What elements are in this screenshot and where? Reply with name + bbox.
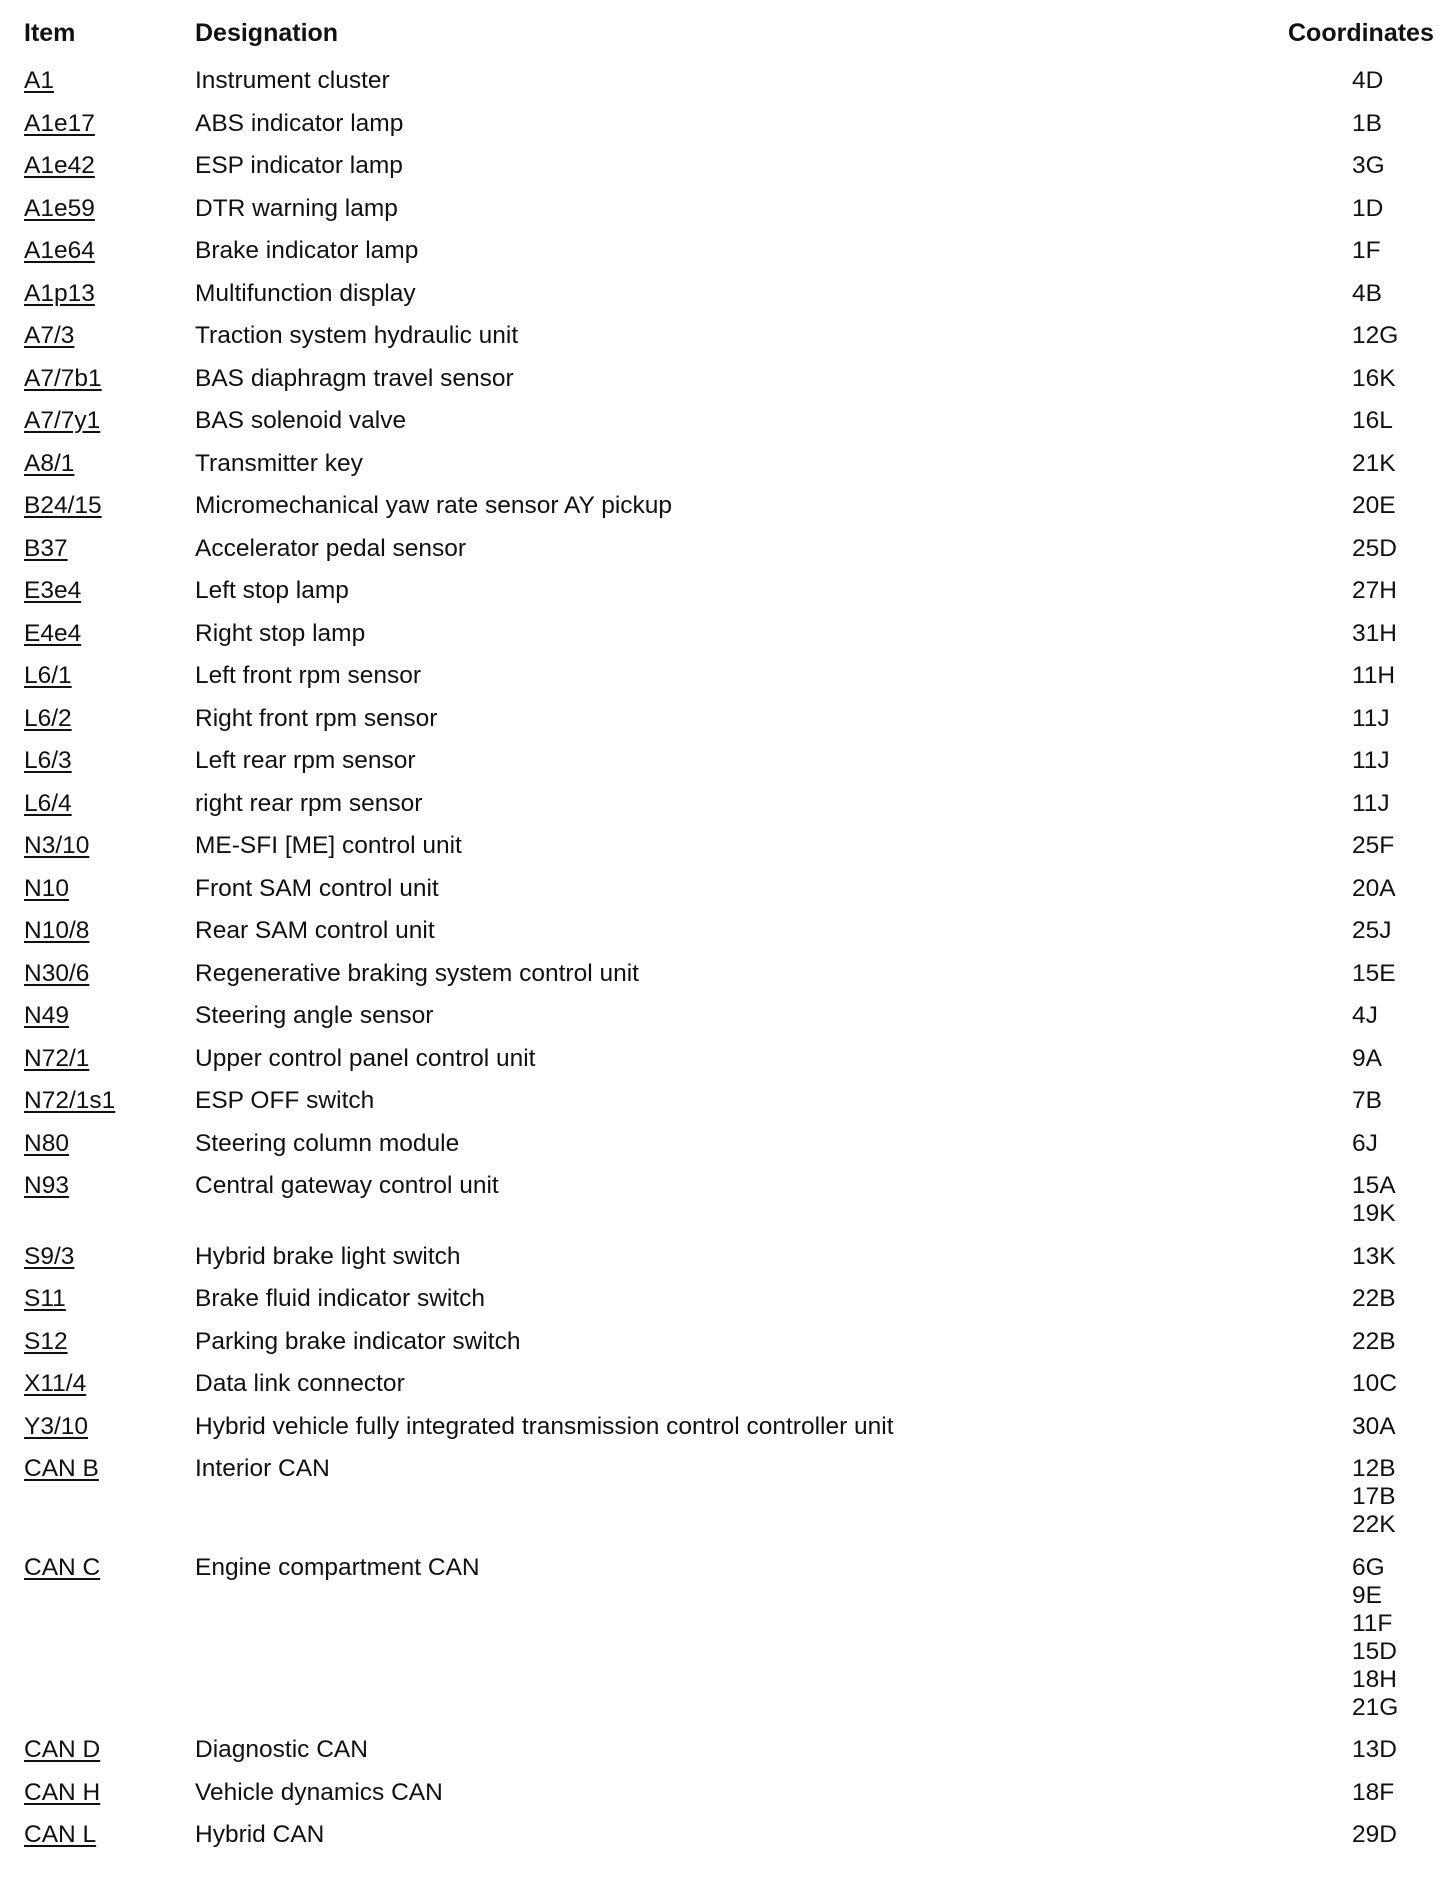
table-row (0, 662, 1456, 705)
table-row (0, 237, 1456, 280)
coordinates-cell (1240, 1455, 1456, 1554)
designation-cell: Right stop lamp (195, 619, 366, 647)
coordinates-cell (1240, 620, 1456, 663)
designation-cell: Micromechanical yaw rate sensor AY pickup (195, 492, 673, 519)
header-row (0, 0, 1456, 67)
coordinate-value: 30A (1352, 1412, 1396, 1440)
item-cell (0, 1455, 195, 1554)
designation-cell: Engine compartment CAN (195, 1553, 480, 1581)
designation-cell: Regenerative braking system control unit (195, 959, 639, 987)
item-cell (0, 1130, 195, 1173)
item-cell (0, 1370, 195, 1413)
item-cell (0, 322, 195, 365)
item-link[interactable]: CAN L (24, 1821, 97, 1848)
item-cell (0, 280, 195, 323)
coordinate-value: 25J (1352, 917, 1392, 944)
coordinate-value: 16K (1352, 364, 1396, 392)
item-link[interactable]: N93 (24, 1172, 69, 1199)
item-link[interactable]: B24/15 (24, 492, 102, 519)
item-link[interactable]: A8/1 (24, 449, 75, 477)
coordinate-value: 11J (1352, 789, 1390, 817)
item-link[interactable]: S11 (24, 1285, 66, 1312)
coordinates-cell (1240, 1002, 1456, 1045)
designation-cell: BAS diaphragm travel sensor (195, 364, 514, 392)
coordinates-cell (1240, 747, 1456, 790)
coordinate-value: 20A (1352, 874, 1396, 902)
designation-column-header: Designation (195, 19, 339, 47)
coordinate-value: 11J (1352, 704, 1390, 732)
table-row (0, 450, 1456, 493)
designation-cell: Hybrid CAN (195, 1821, 325, 1848)
coordinates-cell (1240, 492, 1456, 535)
designation-cell: ABS indicator lamp (195, 109, 404, 137)
designation-cell: Traction system hydraulic unit (195, 322, 519, 349)
table-row (0, 152, 1456, 195)
designation-cell: Transmitter key (195, 449, 363, 477)
item-cell (0, 450, 195, 493)
table-row (0, 195, 1456, 238)
coordinates-cell (1240, 917, 1456, 960)
table-row (0, 620, 1456, 663)
item-link[interactable]: L6/4 (24, 789, 72, 817)
item-cell (0, 1285, 195, 1328)
coordinates-cell (1240, 535, 1456, 578)
coordinate-value: 3G (1352, 152, 1385, 179)
coordinates-cell (1240, 1413, 1456, 1456)
item-cell (0, 365, 195, 408)
table-row (0, 917, 1456, 960)
item-link[interactable]: A1e42 (24, 152, 95, 179)
table-row (0, 407, 1456, 450)
coordinates-cell (1240, 1087, 1456, 1130)
table-row (0, 280, 1456, 323)
item-cell (0, 152, 195, 195)
coordinate-value: 10C (1352, 1370, 1397, 1397)
item-column-header: Item (24, 19, 76, 47)
coordinates-cell (1240, 875, 1456, 918)
coordinate-value: 18H (1352, 1665, 1397, 1693)
coordinate-value: 12B (1352, 1455, 1396, 1482)
item-cell (0, 535, 195, 578)
table-row (0, 1554, 1456, 1737)
table-row (0, 492, 1456, 535)
coordinate-value: 21G (1352, 1693, 1399, 1721)
item-cell (0, 620, 195, 663)
coordinate-value: 15D (1352, 1637, 1397, 1665)
designation-cell: Instrument cluster (195, 67, 390, 94)
item-link[interactable]: CAN D (24, 1736, 101, 1763)
item-cell (0, 917, 195, 960)
table-row (0, 1002, 1456, 1045)
coordinate-value: 29D (1352, 1821, 1397, 1848)
item-cell (0, 1779, 195, 1822)
item-link[interactable]: A1e17 (24, 109, 95, 137)
coordinates-cell (1240, 1821, 1456, 1864)
coordinates-cell (1240, 280, 1456, 323)
item-link[interactable]: E4e4 (24, 619, 82, 647)
designation-cell: Diagnostic CAN (195, 1736, 368, 1763)
coordinates-cell (1240, 705, 1456, 748)
designation-cell: Left rear rpm sensor (195, 747, 416, 774)
item-cell (0, 1413, 195, 1456)
designation-cell: Brake fluid indicator switch (195, 1285, 486, 1312)
coordinate-value: 15E (1352, 959, 1396, 987)
item-cell (0, 875, 195, 918)
designation-cell: Vehicle dynamics CAN (195, 1778, 443, 1806)
table-row (0, 1087, 1456, 1130)
item-cell (0, 790, 195, 833)
designation-cell: BAS solenoid valve (195, 407, 407, 434)
item-link[interactable]: CAN C (24, 1553, 101, 1581)
designation-cell: Accelerator pedal sensor (195, 534, 467, 562)
coordinates-cell (1240, 1736, 1456, 1779)
coordinates-column-header: Coordinates (1288, 19, 1434, 47)
item-link[interactable]: A1p13 (24, 279, 95, 307)
table-row (0, 1736, 1456, 1779)
coordinates-cell (1240, 1172, 1456, 1243)
table-row (0, 1370, 1456, 1413)
item-link[interactable]: L6/1 (24, 662, 72, 689)
item-link[interactable]: A7/7y1 (24, 407, 101, 434)
item-link[interactable]: N3/10 (24, 832, 90, 859)
coordinates-cell (1240, 365, 1456, 408)
coordinate-value: 12G (1352, 322, 1399, 349)
coordinates-cell (1240, 67, 1456, 110)
item-link[interactable]: L6/3 (24, 747, 72, 774)
designation-cell: Front SAM control unit (195, 874, 439, 902)
table-row (0, 747, 1456, 790)
coordinates-cell (1240, 790, 1456, 833)
item-cell (0, 1002, 195, 1045)
coordinate-value: 16L (1352, 407, 1393, 434)
designation-cell: right rear rpm sensor (195, 789, 423, 817)
item-cell (0, 577, 195, 620)
table-row (0, 365, 1456, 408)
item-link[interactable]: X11/4 (24, 1370, 87, 1397)
item-link[interactable]: N49 (24, 1002, 69, 1029)
coordinates-cell (1240, 1243, 1456, 1286)
designation-cell: Interior CAN (195, 1455, 330, 1482)
item-link[interactable]: A1e64 (24, 237, 95, 264)
item-cell (0, 1087, 195, 1130)
table-row (0, 110, 1456, 153)
item-link[interactable]: S12 (24, 1327, 68, 1355)
coordinate-value: 6J (1352, 1129, 1378, 1157)
designation-cell: Central gateway control unit (195, 1172, 499, 1199)
designation-cell: Data link connector (195, 1370, 405, 1397)
item-link[interactable]: A1e59 (24, 194, 95, 222)
item-cell (0, 492, 195, 535)
item-link[interactable]: S9/3 (24, 1242, 75, 1270)
coordinates-cell (1240, 1045, 1456, 1088)
coordinate-value: 25D (1352, 534, 1397, 562)
table-row (0, 1243, 1456, 1286)
item-link[interactable]: B37 (24, 534, 68, 562)
table-row (0, 1455, 1456, 1554)
item-link[interactable]: Y3/10 (24, 1412, 89, 1440)
coordinate-value: 11J (1352, 747, 1390, 774)
coordinate-value: 9A (1352, 1044, 1382, 1072)
designation-cell: Left front rpm sensor (195, 662, 422, 689)
table-row (0, 1779, 1456, 1822)
item-link[interactable]: N10/8 (24, 917, 90, 944)
coordinates-cell (1240, 110, 1456, 153)
coordinates-cell (1240, 832, 1456, 875)
table-row (0, 705, 1456, 748)
item-cell (0, 1328, 195, 1371)
coordinates-cell (1240, 1779, 1456, 1822)
table-row (0, 1328, 1456, 1371)
table-row (0, 1172, 1456, 1243)
item-cell (0, 747, 195, 790)
designation-cell: Hybrid vehicle fully integrated transmission control controller unit (195, 1412, 894, 1440)
item-cell (0, 832, 195, 875)
coordinate-value: 22B (1352, 1285, 1396, 1312)
coordinate-value: 22K (1352, 1511, 1396, 1538)
coordinates-cell (1240, 662, 1456, 705)
designation-cell: DTR warning lamp (195, 194, 398, 222)
table-row (0, 875, 1456, 918)
table-row (0, 1130, 1456, 1173)
table-row (0, 832, 1456, 875)
coordinate-value: 11F (1352, 1609, 1393, 1637)
coordinate-value: 1B (1352, 109, 1382, 137)
table-row (0, 1821, 1456, 1864)
table-row (0, 1413, 1456, 1456)
coordinate-value: 4B (1352, 279, 1382, 307)
coordinates-cell (1240, 450, 1456, 493)
coordinate-value: 22B (1352, 1327, 1396, 1355)
item-cell (0, 67, 195, 110)
coordinate-value: 4D (1352, 67, 1384, 94)
coordinate-value: 17B (1352, 1483, 1396, 1510)
coordinate-value: 27H (1352, 577, 1397, 604)
item-cell (0, 1172, 195, 1243)
coordinate-value: 13D (1352, 1736, 1397, 1763)
designation-cell: Parking brake indicator switch (195, 1327, 521, 1355)
designation-cell: Right front rpm sensor (195, 704, 438, 732)
coordinate-value: 9E (1352, 1581, 1382, 1609)
coordinate-value: 18F (1352, 1778, 1395, 1806)
table-row (0, 790, 1456, 833)
designation-cell: Hybrid brake light switch (195, 1242, 461, 1270)
coordinates-cell (1240, 237, 1456, 280)
coordinate-value: 1D (1352, 194, 1384, 222)
designation-cell: Rear SAM control unit (195, 917, 435, 944)
item-cell (0, 960, 195, 1003)
coordinate-value: 11H (1352, 662, 1396, 689)
designation-cell: Steering column module (195, 1129, 460, 1157)
coordinate-value: 21K (1352, 449, 1396, 477)
designation-cell: Steering angle sensor (195, 1002, 434, 1029)
item-cell (0, 662, 195, 705)
item-cell (0, 407, 195, 450)
item-link[interactable]: L6/2 (24, 704, 72, 732)
coordinates-cell (1240, 1130, 1456, 1173)
coordinate-value: 20E (1352, 492, 1396, 519)
coordinate-value: 13K (1352, 1242, 1396, 1270)
table-row (0, 1045, 1456, 1088)
table-row (0, 322, 1456, 365)
item-cell (0, 1045, 195, 1088)
item-link[interactable]: N72/1 (24, 1044, 90, 1072)
coordinates-cell (1240, 195, 1456, 238)
item-cell (0, 110, 195, 153)
coordinates-cell (1240, 322, 1456, 365)
item-cell (0, 195, 195, 238)
coordinate-value: 15A (1352, 1172, 1396, 1199)
coordinate-value: 6G (1352, 1553, 1385, 1581)
designation-cell: Multifunction display (195, 279, 416, 307)
coordinate-value: 7B (1352, 1087, 1382, 1114)
item-cell (0, 237, 195, 280)
designation-cell: Brake indicator lamp (195, 237, 419, 264)
item-link[interactable]: A7/3 (24, 322, 75, 349)
item-cell (0, 1554, 195, 1737)
item-cell (0, 1243, 195, 1286)
coordinates-cell (1240, 407, 1456, 450)
coordinate-value: 1F (1352, 237, 1381, 264)
item-link[interactable]: A7/7b1 (24, 364, 102, 392)
coordinates-cell (1240, 152, 1456, 195)
coordinates-cell (1240, 1328, 1456, 1371)
coordinate-value: 19K (1352, 1200, 1396, 1227)
coordinate-value: 4J (1352, 1002, 1378, 1029)
table-row (0, 67, 1456, 110)
coordinates-cell (1240, 577, 1456, 620)
table-row (0, 960, 1456, 1003)
coordinate-value: 25F (1352, 832, 1395, 859)
coordinates-cell (1240, 1285, 1456, 1328)
designation-cell: Upper control panel control unit (195, 1044, 536, 1072)
item-link[interactable]: CAN H (24, 1778, 101, 1806)
item-link[interactable]: N72/1s1 (24, 1087, 116, 1114)
item-link[interactable]: A1 (24, 67, 54, 94)
designation-cell: ESP OFF switch (195, 1087, 375, 1114)
legend-body (0, 67, 1456, 1864)
table-row (0, 1285, 1456, 1328)
item-link[interactable]: CAN B (24, 1455, 99, 1482)
item-cell (0, 1821, 195, 1864)
item-cell (0, 705, 195, 748)
designation-cell: ME-SFI [ME] control unit (195, 832, 462, 859)
designation-cell: Left stop lamp (195, 577, 349, 604)
coordinates-cell (1240, 1370, 1456, 1413)
item-link[interactable]: N30/6 (24, 959, 90, 987)
table-row (0, 577, 1456, 620)
table-row (0, 535, 1456, 578)
item-link[interactable]: E3e4 (24, 577, 82, 604)
coordinates-cell (1240, 1554, 1456, 1737)
coordinates-cell (1240, 960, 1456, 1003)
item-link[interactable]: N80 (24, 1129, 69, 1157)
coordinate-value: 31H (1352, 619, 1397, 647)
item-link[interactable]: N10 (24, 874, 69, 902)
designation-cell: ESP indicator lamp (195, 152, 403, 179)
item-cell (0, 1736, 195, 1779)
